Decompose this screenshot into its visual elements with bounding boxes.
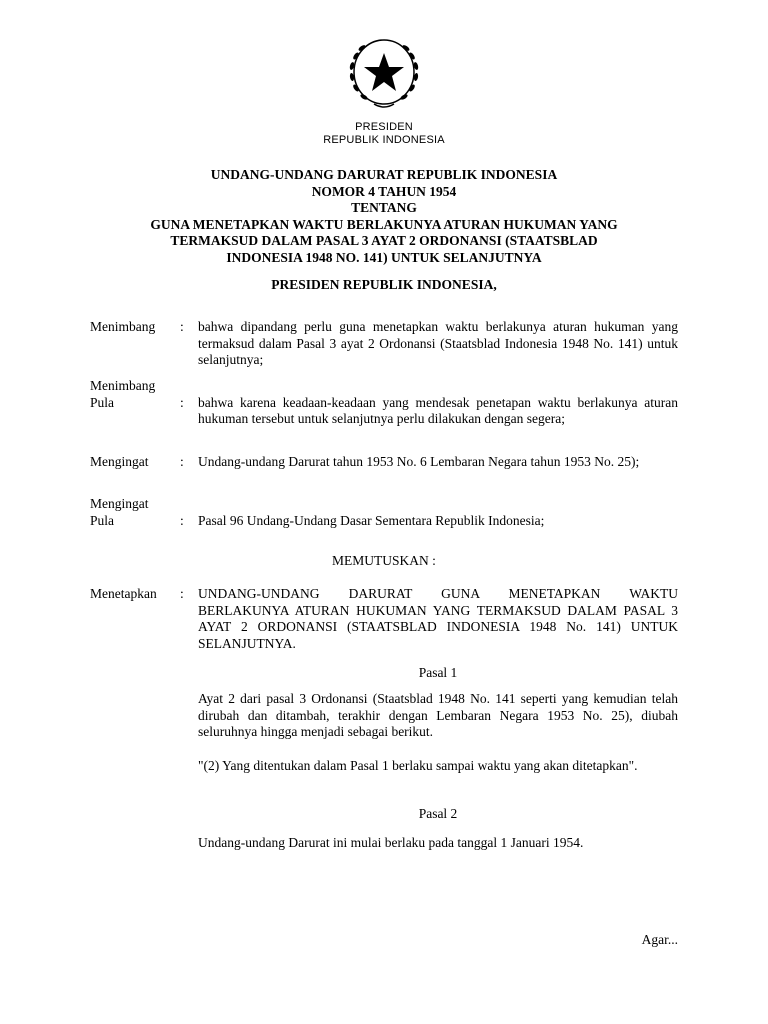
pasal-1-paragraph: Ayat 2 dari pasal 3 Ordonansi (Staatsblad 1948 No. 141 seperti yang kemudian telah dirubah dan ditambah, terakhir dengan Lembaran Negara 1953 No. 25), diubah seluruhnya hingga menjadi sebagai berikut. <box>198 691 678 739</box>
title-line: NOMOR 4 TAHUN 1954 <box>311 183 457 199</box>
colon: : <box>180 454 184 469</box>
document-title <box>60 167 708 266</box>
colon: : <box>180 394 184 410</box>
consideration-text: Pasal 96 Undang-Undang Dasar Sementara Republik Indonesia; <box>198 512 545 528</box>
consideration-label: Menimbang Pula <box>90 378 156 410</box>
president-heading: PRESIDEN REPUBLIK INDONESIA, <box>271 277 497 292</box>
title-line: TENTANG <box>351 200 417 215</box>
pasal-1-quote: "(2) Yang ditentukan dalam Pasal 1 berlaku sampai waktu yang akan ditetapkan". <box>198 758 638 773</box>
colon: : <box>180 586 184 601</box>
colon: : <box>180 319 184 334</box>
garuda-star-emblem <box>334 34 434 114</box>
decision-label: Menetapkan <box>90 586 157 601</box>
consideration-label: Mengingat Pula <box>90 496 149 528</box>
pasal-2-heading: Pasal 2 <box>418 806 458 821</box>
pasal-2-paragraph: Undang-undang Darurat ini mulai berlaku pada tanggal 1 Januari 1954. <box>198 835 584 850</box>
consideration-text: Undang-undang Darurat tahun 1953 No. 6 Lembaran Negara tahun 1953 No. 25); <box>198 454 640 469</box>
decision-text: UNDANG-UNDANG DARURAT GUNA MENETAPKAN WAKTU BERLAKUNYA ATURAN HUKUMAN YANG TERMAKSUD DALAM PASAL 3 AYAT 2 ORDONANSI (STAATSBLAD INDONESIA 1948 No. 141) UNTUK SELANJUTNYA. <box>198 586 678 651</box>
continuation-note: Agar... <box>641 932 678 947</box>
consideration-label: Menimbang <box>90 319 156 334</box>
title-line: TERMAKSUD DALAM PASAL 3 AYAT 2 ORDONANSI (STAATSBLAD <box>170 233 598 248</box>
consideration-text: bahwa karena keadaan-keadaan yang mendesak penetapan waktu berlakunya aturan hukuman tersebut untuk selanjutnya perlu dilakukan dengan segera; <box>198 394 678 426</box>
decision-heading: MEMUTUSKAN : <box>332 553 436 568</box>
colon: : <box>180 512 184 528</box>
consideration-text: bahwa dipandang perlu guna menetapkan waktu berlakunya aturan hukuman yang termaksud dalam Pasal 3 ayat 2 Ordonansi (Staatsblad Indonesia 1948 No. 141) untuk selanjutnya; <box>198 319 678 367</box>
title-line: UNDANG-UNDANG DARURAT REPUBLIK INDONESIA <box>210 167 558 182</box>
header-line-president: PRESIDEN <box>355 121 413 133</box>
title-line: INDONESIA 1948 NO. 141) UNTUK SELANJUTNYA <box>226 249 542 265</box>
pasal-1-heading: Pasal 1 <box>418 665 458 680</box>
title-line: GUNA MENETAPKAN WAKTU BERLAKUNYA ATURAN HUKUMAN YANG <box>150 216 618 232</box>
header-line-republic: REPUBLIK INDONESIA <box>323 134 445 146</box>
consideration-label: Mengingat <box>90 454 149 469</box>
